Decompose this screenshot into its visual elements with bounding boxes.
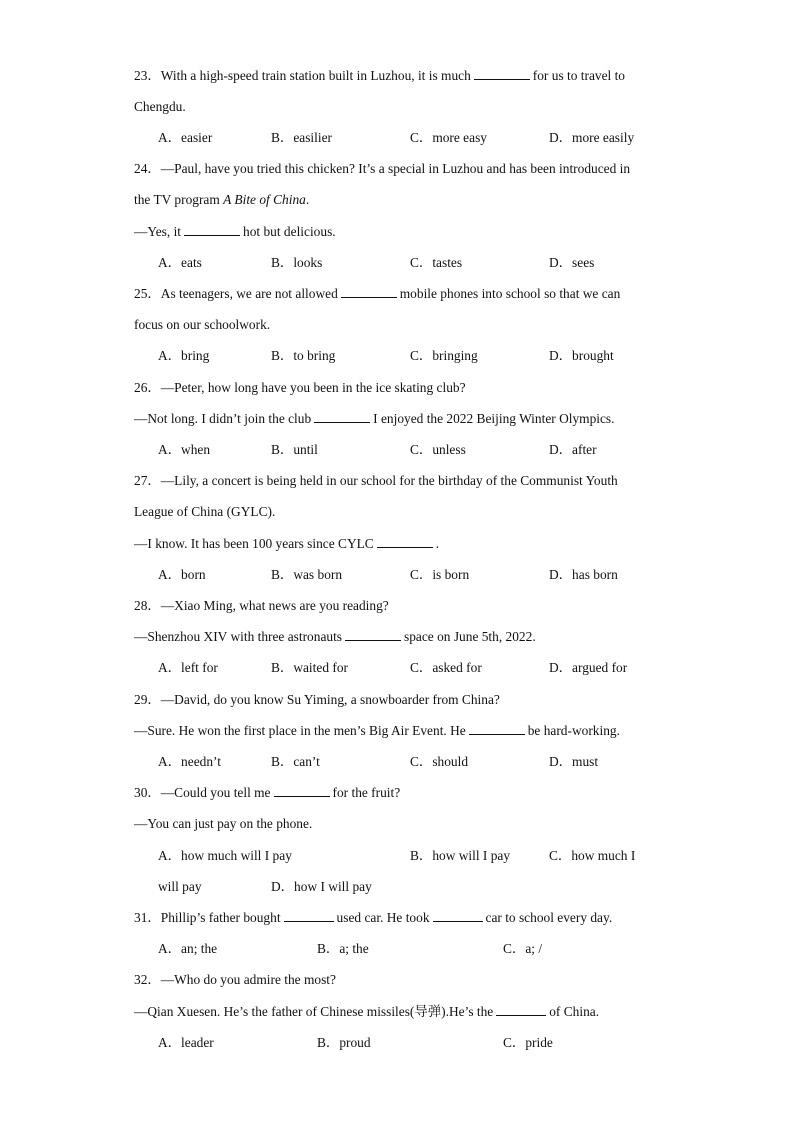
q23-stem-line1 (134, 67, 625, 85)
q26-option-a[interactable]: A．when (158, 442, 211, 457)
q24-stem-line1: 24．—Paul, have you tried this chicken? It’s a special in Luzhou and has been introduced in (134, 161, 631, 176)
q31-stem-text-mid: used car. He took (336, 910, 430, 925)
q29-stem-line2 (134, 722, 620, 740)
q25-stem-text: 25．As teenagers, we are not allowed (134, 286, 338, 301)
q26-stem-line2 (134, 410, 615, 428)
q26-blank (314, 410, 370, 423)
q32-reply-text-end: of China. (549, 1004, 600, 1019)
q23-blank (474, 67, 530, 80)
q24-reply-text-end: hot but delicious. (243, 224, 336, 239)
q30-option-c-continued[interactable]: will pay (158, 879, 202, 894)
q25-stem-line2: focus on our schoolwork. (134, 317, 271, 332)
q28-stem-line1: 28．—Xiao Ming, what news are you reading? (134, 598, 389, 613)
q27-blank (377, 535, 433, 548)
q24-option-c[interactable]: C．tastes (410, 255, 463, 270)
q24-option-a[interactable]: A．eats (158, 255, 202, 270)
q32-stem-line2 (134, 1003, 599, 1021)
q25-option-d[interactable]: D．brought (549, 348, 614, 363)
q28-reply-text: —Shenzhou XIV with three astronauts (134, 629, 343, 644)
q24-blank (184, 223, 240, 236)
q23-option-b[interactable]: B．easilier (271, 130, 332, 145)
q30-stem-text: 30．—Could you tell me (134, 785, 271, 800)
q23-option-c[interactable]: C．more easy (410, 130, 487, 145)
q31-option-a[interactable]: A．an; the (158, 941, 218, 956)
q29-option-a[interactable]: A．needn’t (158, 754, 221, 769)
q27-option-b[interactable]: B．was born (271, 567, 343, 582)
q30-stem-line1 (134, 784, 400, 802)
q26-reply-text: —Not long. I didn’t join the club (134, 411, 312, 426)
q31-option-b[interactable]: B．a; the (317, 941, 369, 956)
q26-option-d[interactable]: D．after (549, 442, 597, 457)
q24-stem-text: the TV program (134, 192, 224, 207)
q31-stem-text-end: car to school every day. (485, 910, 613, 925)
q27-option-c[interactable]: C．is born (410, 567, 470, 582)
q28-option-b[interactable]: B．waited for (271, 660, 348, 675)
q30-option-c[interactable]: C．how much I (549, 848, 636, 863)
q25-option-c[interactable]: C．bringing (410, 348, 478, 363)
q30-option-a[interactable]: A．how much will I pay (158, 848, 292, 863)
q31-blank-2 (433, 909, 483, 922)
q26-option-c[interactable]: C．unless (410, 442, 466, 457)
q25-stem-line1 (134, 285, 620, 303)
q27-reply-text: —I know. It has been 100 years since CYLC (134, 536, 374, 551)
q23-stem-text-end: for us to travel to (532, 68, 626, 83)
q28-option-c[interactable]: C．asked for (410, 660, 482, 675)
q27-stem-line2: League of China (GYLC). (134, 504, 276, 519)
q28-option-d[interactable]: D．argued for (549, 660, 628, 675)
q24-option-d[interactable]: D．sees (549, 255, 595, 270)
q29-option-c[interactable]: C．should (410, 754, 469, 769)
q24-option-b[interactable]: B．looks (271, 255, 323, 270)
q32-stem-line1: 32．—Who do you admire the most? (134, 972, 336, 987)
q32-option-c[interactable]: C．pride (503, 1035, 553, 1050)
q29-blank (469, 722, 525, 735)
q29-reply-text-end: be hard-working. (527, 723, 620, 738)
q31-blank-1 (284, 909, 334, 922)
q31-option-c[interactable]: C．a; / (503, 941, 543, 956)
q27-reply-period: . (435, 536, 440, 551)
q32-reply-text: —Qian Xuesen. He’s the father of Chinese missiles(导弹).He’s the (134, 1004, 494, 1019)
q23-stem-text: 23．With a high-speed train station built in Luzhou, it is much (134, 68, 471, 83)
q27-option-a[interactable]: A．born (158, 567, 206, 582)
q29-reply-text: —Sure. He won the first place in the men’s Big Air Event. He (134, 723, 466, 738)
q30-option-b[interactable]: B．how will I pay (410, 848, 511, 863)
q24-reply-text: —Yes, it (134, 224, 182, 239)
q32-option-a[interactable]: A．leader (158, 1035, 214, 1050)
q25-option-b[interactable]: B．to bring (271, 348, 336, 363)
q29-option-b[interactable]: B．can’t (271, 754, 320, 769)
q30-stem-line2: —You can just pay on the phone. (134, 816, 313, 831)
q28-reply-text-end: space on June 5th, 2022. (404, 629, 536, 644)
q25-option-a[interactable]: A．bring (158, 348, 210, 363)
q24-stem-line3 (134, 223, 336, 241)
q25-blank (341, 285, 397, 298)
q28-option-a[interactable]: A．left for (158, 660, 218, 675)
q23-stem-line2: Chengdu. (134, 99, 186, 114)
q24-stem-line2 (134, 191, 309, 209)
q31-stem-line1 (134, 909, 612, 927)
q27-stem-line3 (134, 535, 439, 553)
q30-option-d[interactable]: D．how I will pay (271, 879, 372, 894)
q27-option-d[interactable]: D．has born (549, 567, 618, 582)
q30-stem-text-end: for the fruit? (332, 785, 401, 800)
q24-stem-period: . (305, 192, 310, 207)
q23-option-d[interactable]: D．more easily (549, 130, 635, 145)
q32-blank (496, 1003, 546, 1016)
q26-option-b[interactable]: B．until (271, 442, 318, 457)
q26-stem-line1: 26．—Peter, how long have you been in the ice skating club? (134, 380, 466, 395)
q30-blank (274, 784, 330, 797)
q28-stem-line2 (134, 628, 536, 646)
q23-option-a[interactable]: A．easier (158, 130, 213, 145)
q29-option-d[interactable]: D．must (549, 754, 599, 769)
q27-stem-line1: 27．—Lily, a concert is being held in our school for the birthday of the Communist Youth (134, 473, 618, 488)
q28-blank (345, 628, 401, 641)
q24-program-title: A Bite of China (223, 192, 306, 207)
q31-stem-text: 31．Phillip’s father bought (134, 910, 281, 925)
q25-stem-text-end: mobile phones into school so that we can (399, 286, 621, 301)
q32-option-b[interactable]: B．proud (317, 1035, 371, 1050)
q26-reply-text-end: I enjoyed the 2022 Beijing Winter Olympics. (373, 411, 615, 426)
q29-stem-line1: 29．—David, do you know Su Yiming, a snowboarder from China? (134, 692, 500, 707)
